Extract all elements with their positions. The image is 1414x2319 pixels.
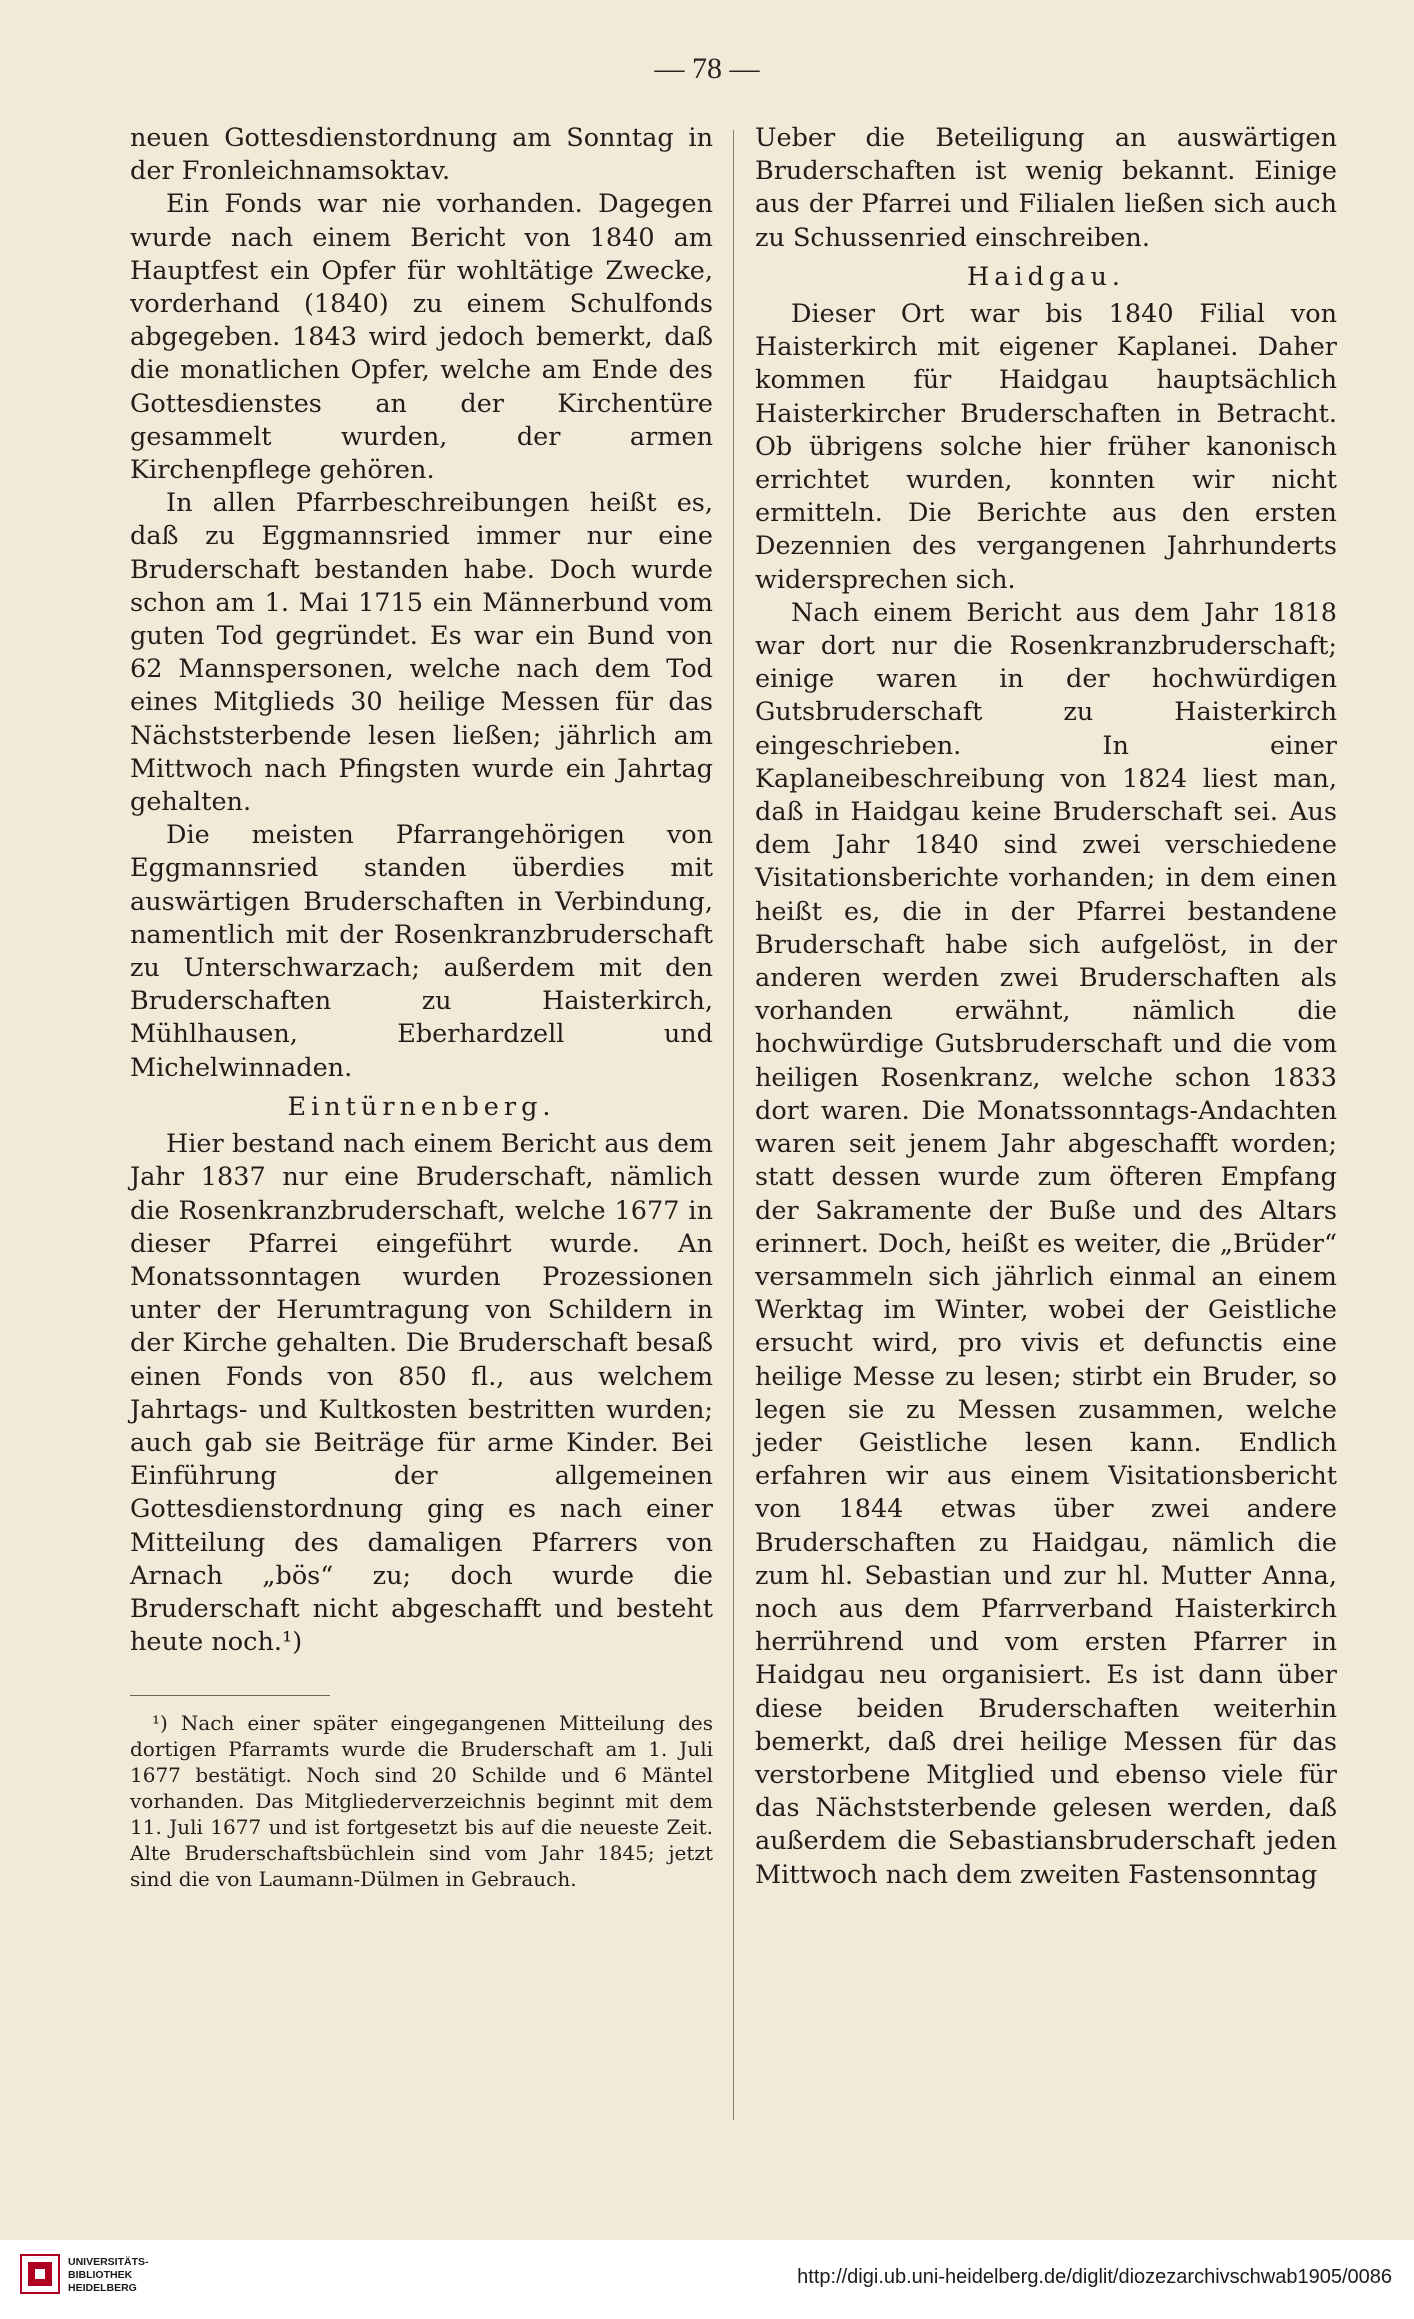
footnote: ¹) Nach einer später eingegangenen Mitteilung des dortigen Pfarramts wurde die Bruderschaft am 1. Juli 1677 bestätigt. Noch sind 20 Schilde und 6 Mäntel vorhanden. Das Mitgliederverzeichnis beginnt mit dem 11. Juli 1677 und ist fortgesetzt bis auf die neueste Zeit. Alte Bruderschaftsbüchlein sind vom Jahr 1845; jetzt sind die von Laumann-Dülmen in Gebrauch. bbox=[130, 1711, 713, 1892]
section-heading-haidgau: Haidgau. bbox=[967, 261, 1125, 292]
page-number: — 78 — bbox=[654, 52, 760, 85]
paragraph: Ein Fonds war nie vorhanden. Dagegen wurde nach einem Bericht von 1840 am Hauptfest ein Opfer für wohltätige Zwecke, vorderhand (1840) zu einem Schulfonds abgegeben. 1843 wird jedoch bemerkt, daß die monatlichen Opfer, welche am Ende des Gottesdienstes an der Kirchentüre gesammelt wurden, der armen Kirchenpflege gehören. bbox=[130, 189, 713, 486]
paragraph: Die meisten Pfarrangehörigen von Eggmannsried standen überdies mit auswärtigen Bruderschaften in Verbindung, namentlich mit der Rosenkranzbruderschaft zu Unterschwarzach; außerdem mit den Bruderschaften zu Haisterkirch, Mühlhausen, Eberhardzell und Michelwinnaden. bbox=[130, 820, 713, 1083]
column-divider bbox=[733, 130, 734, 2120]
logo-line: BIBLIOTHEK bbox=[68, 2269, 133, 2281]
library-logo[interactable] bbox=[20, 2254, 170, 2314]
paragraph: Dieser Ort war bis 1840 Filial von Haisterkirch mit eigener Kaplanei. Daher kommen für Haidgau hauptsächlich Haisterkircher Bruderschaften in Betracht. Ob übrigens solche hier früher kanonisch errichtet wurden, konnten wir nicht ermitteln. Die Berichte aus den ersten Dezennien des vergangenen Jahrhunderts widersprechen sich. bbox=[755, 299, 1337, 595]
logo-line: UNIVERSITÄTS- bbox=[68, 2256, 149, 2268]
paragraph: Nach einem Bericht aus dem Jahr 1818 war dort nur die Rosenkranzbruderschaft; einige waren in der hochwürdigen Gutsbruderschaft zu Haisterkirch eingeschrieben. In einer Kaplaneibeschreibung von 1824 liest man, daß in Haidgau keine Bruderschaft sei. Aus dem Jahr 1840 sind zwei verschiedene Visitationsberichte vorhanden; in dem einen heißt es, die in der Pfarrei bestandene Bruderschaft habe sich aufgelöst, in der anderen werden zwei Bruderschaften als vorhanden erwähnt, nämlich die hochwürdige Gutsbruderschaft und die vom heiligen Rosenkranz, welche schon 1833 dort waren. Die Monatssonntags-Andachten waren seit jenem Jahr abgeschafft worden; statt dessen wurde zum öfteren Empfang der Sakramente der Buße und des Altars erinnert. Doch, heißt es weiter, die „Brüder“ versammeln sich jährlich einmal an einem Werktag im Winter, wobei der Geistliche ersucht wird, pro vivis et defunctis eine heilige Messe zu lesen; stirbt ein Bruder, so legen sie zu Messen zusammen, welche jeder Geistliche lesen kann. Endlich erfahren wir aus einem Visitationsbericht von 1844 etwas über zwei andere Bruderschaften zu Haidgau, nämlich die zum hl. Sebastian und zur hl. Mutter Anna, noch aus dem Pfarrverband Haisterkirch herrührend und vom ersten Pfarrer in Haidgau neu organisiert. Es ist dann über diese beiden Bruderschaften weiterhin bemerkt, daß drei heilige Messen für das verstorbene Mitglied und ebenso viele für das Nächststerbende gelesen werden, daß außerdem die Sebastiansbruderschaft jeden Mittwoch nach dem zweiten Fastensonntag bbox=[755, 597, 1337, 1890]
logo-line: HEIDELBERG bbox=[68, 2282, 137, 2294]
left-column bbox=[130, 122, 713, 1892]
paragraph: In allen Pfarrbeschreibungen heißt es, daß zu Eggmannsried immer nur eine Bruderschaft bestanden habe. Doch wurde schon am 1. Mai 1715 ein Männerbund vom guten Tod gegründet. Es war ein Bund von 62 Mannspersonen, welche nach dem Tod eines Mitglieds 30 heilige Messen für das Nächststerbende lesen ließen; jährlich am Mittwoch nach Pfingsten wurde ein Jahrtag gehalten. bbox=[130, 488, 713, 818]
source-url-link[interactable]: http://digi.ub.uni-heidelberg.de/diglit/diozezarchivschwab1905/0086 bbox=[797, 2266, 1392, 2288]
paragraph: Hier bestand nach einem Bericht aus dem Jahr 1837 nur eine Bruderschaft, nämlich die Rosenkranzbruderschaft, welche 1677 in dieser Pfarrei eingeführt wurde. An Monatssonntagen wurden Prozessionen unter der Herumtragung von Schildern in der Kirche gehalten. Die Bruderschaft besaß einen Fonds von 850 fl., aus welchem Jahrtags- und Kultkosten bestritten wurden; auch gab sie Beiträge für arme Kinder. Bei Einführung der allgemeinen Gottesdienstordnung ging es nach einer Mitteilung des damaligen Pfarrers von Arnach „bös“ zu; doch wurde die Bruderschaft nicht abgeschafft und besteht heute noch.¹) bbox=[130, 1129, 713, 1658]
footnote-divider bbox=[130, 1695, 330, 1696]
paragraph: Ueber die Beteiligung an auswärtigen Bruderschaften ist wenig bekannt. Einige aus der Pfarrei und Filialen ließen sich auch zu Schussenried einschreiben. bbox=[755, 123, 1337, 253]
section-heading-eintuernenberg: Eintürnenberg. bbox=[287, 1091, 556, 1122]
paragraph: neuen Gottesdienstordnung am Sonntag in der Fronleichnamsoktav. bbox=[130, 123, 713, 187]
right-column bbox=[755, 122, 1337, 1892]
viewer-footer bbox=[0, 2240, 1414, 2319]
library-name bbox=[68, 2256, 149, 2295]
library-seal-icon bbox=[20, 2254, 60, 2294]
